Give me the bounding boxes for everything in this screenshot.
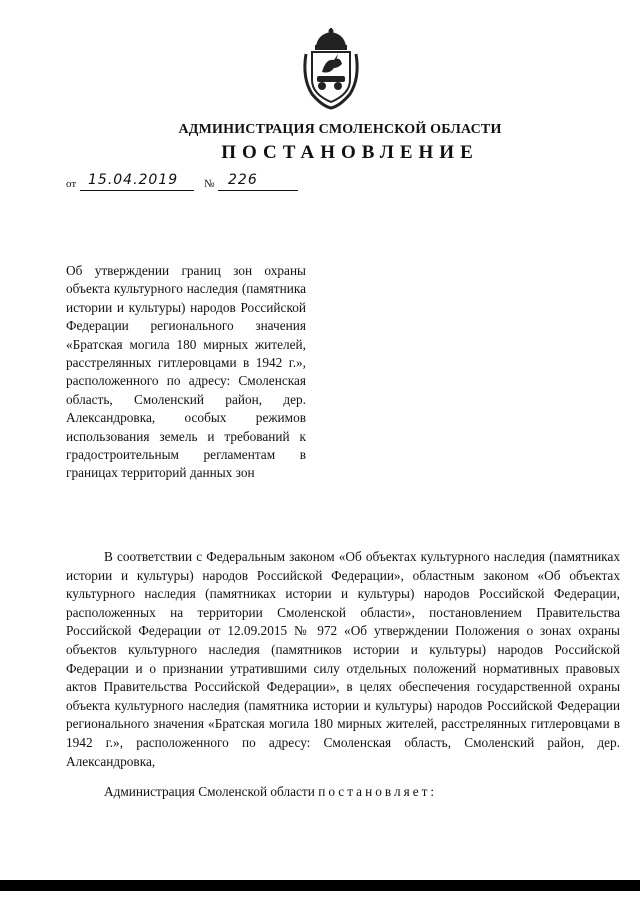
handwritten-date: 15.04.2019 (88, 172, 179, 188)
decree-lead: Администрация Смоленской области (104, 784, 315, 799)
preamble-paragraph: В соответствии с Федеральным законом «Об объектах культурного наследия (памятниках истории и культуры) народов Российской Федерации», областным законом «Об объектах культурного наследия (памятниках истории и культуры) народов Российской Федерации, расположенных на территории Смоленской области», постановлением Правительства Российской Федерации от 12.09.2015 № 972 «Об утверждении Положения о зонах охраны объектов культурного наследия (памятников истории и культуры) народов Российской Федерации и о признании утратившими силу отдельных положений нормативных правовых актов Правительства Российской Федерации», в целях обеспечения государственной охраны объекта культурного наследия (памятника истории и культуры) народов Российской Федерации регионального значения «Братская могила 180 мирных жителей, расстрелянных гитлеровцами в 1942 г.», расположенного по адресу: Смоленская область, Смоленский район, дер. Александровка, (66, 549, 620, 769)
scan-bottom-border (0, 880, 640, 891)
organization-title: АДМИНИСТРАЦИЯ СМОЛЕНСКОЙ ОБЛАСТИ (178, 122, 502, 137)
date-from-label: от (66, 178, 77, 190)
number-label: № (204, 178, 215, 190)
date-number-line (66, 174, 306, 194)
decree-line (104, 784, 437, 800)
handwritten-number: 226 (228, 172, 258, 188)
date-underline (80, 190, 194, 191)
document-type-title: ПОСТАНОВЛЕНИЕ (221, 142, 479, 163)
number-underline (218, 190, 298, 191)
document-subject: Об утверждении границ зон охраны объекта культурного наследия (памятника истории и культуры) народов Российской Федерации регионального значения «Братская могила 180 мирных жителей, расстрелянных гитлеровцами в 1942 г.», расположенного по адресу: Смоленская область, Смоленский район, дер. Александровка, особых режимов использования земель и требований к градостроительным регламентам в границах территорий данных зон (66, 263, 306, 481)
smolensk-coat-of-arms-icon (298, 28, 364, 110)
decree-verb: постановляет: (318, 784, 438, 799)
